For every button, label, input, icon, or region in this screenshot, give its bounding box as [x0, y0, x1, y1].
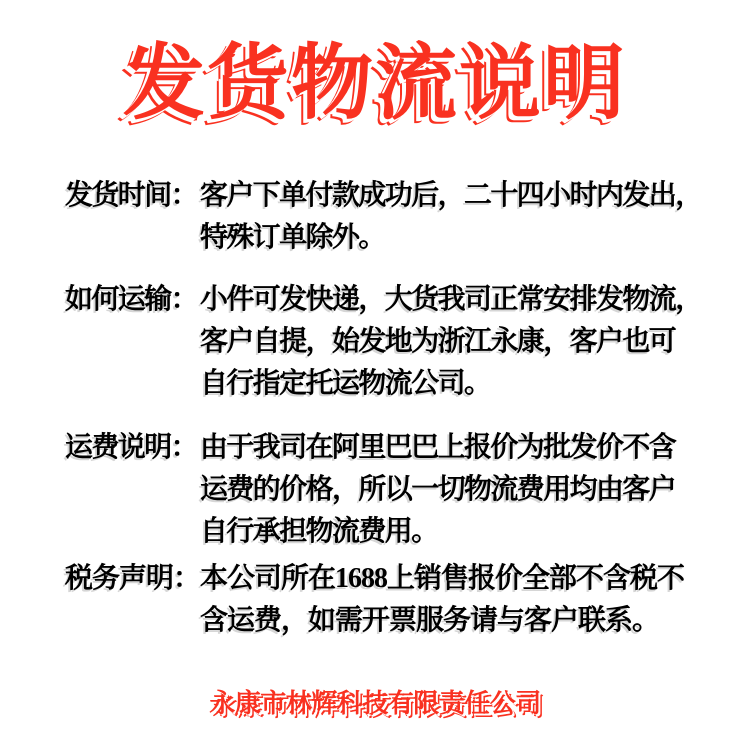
text-line: 小件可发快递，大货我司正常安排发物流， [200, 283, 702, 314]
text-line: 自行指定托运物流公司。 [200, 367, 491, 398]
section-shipping-time [65, 174, 700, 258]
section-transport-method [65, 278, 700, 404]
text-line: 客户下单付款成功后，二十四小时内发出， [200, 179, 702, 210]
text-line: 运费的价格，所以一切物流费用均由客户 [200, 473, 676, 504]
text-line: 由于我司在阿里巴巴上报价为批发价不含 [200, 431, 676, 462]
company-name: 永康市林辉科技有限责任公司 [209, 688, 541, 718]
section-tax-statement-label: 税务声明： [65, 563, 201, 594]
section-shipping-time-text [200, 174, 700, 258]
text-line: 含运费，如需开票服务请与客户联系。 [200, 605, 660, 636]
section-transport-method-label: 如何运输： [65, 283, 198, 314]
section-transport-method-text [200, 278, 700, 404]
section-freight-cost-label: 运费说明： [65, 431, 198, 462]
section-freight-cost-text [200, 426, 700, 552]
text-line: 特殊订单除外。 [200, 221, 385, 252]
section-freight-cost [65, 426, 700, 552]
text-line: 自行承担物流费用。 [200, 515, 438, 546]
page-title: 发货物流说明 [122, 38, 627, 129]
text-line: 本公司所在1688上销售报价全部不含税不 [200, 563, 685, 594]
section-tax-statement-text [200, 558, 700, 642]
notice-sections [0, 174, 750, 642]
text-line: 客户自提，始发地为浙江永康，客户也可 [200, 325, 676, 356]
section-shipping-time-label: 发货时间： [65, 179, 198, 210]
section-tax-statement [65, 558, 700, 642]
